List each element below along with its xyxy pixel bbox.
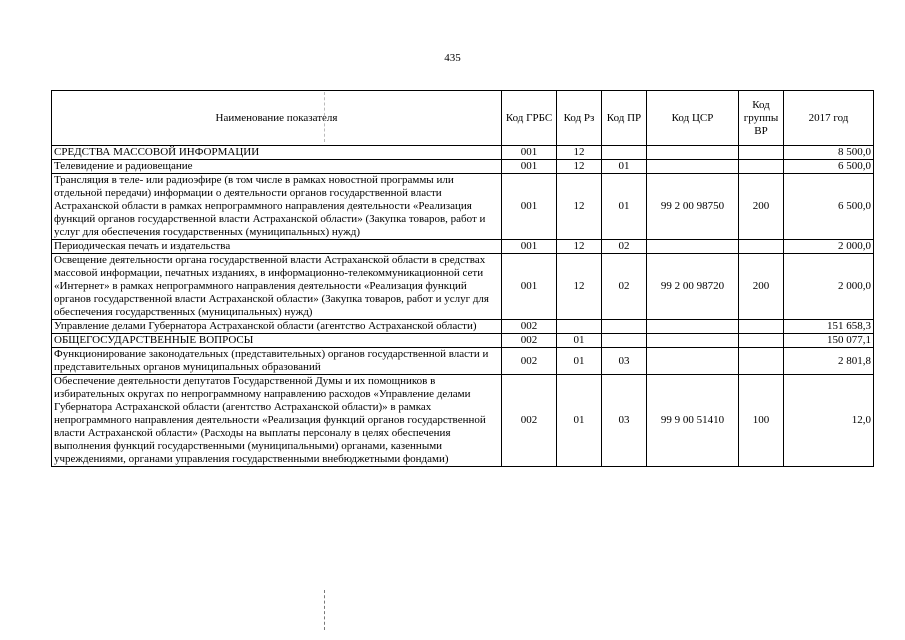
cell-grbs: 001 <box>502 254 557 320</box>
cell-rz: 12 <box>557 174 602 240</box>
cell-vr <box>739 348 784 375</box>
cell-pr <box>602 146 647 160</box>
cell-grbs: 001 <box>502 146 557 160</box>
cell-sum: 2 000,0 <box>784 254 874 320</box>
cell-grbs: 002 <box>502 348 557 375</box>
cell-rz: 12 <box>557 254 602 320</box>
cell-vr <box>739 146 784 160</box>
table-row <box>52 348 874 375</box>
table-header-row <box>52 91 874 146</box>
cell-pr <box>602 320 647 334</box>
cell-grbs: 001 <box>502 240 557 254</box>
table-row <box>52 320 874 334</box>
cell-vr: 100 <box>739 375 784 467</box>
cell-name: Функционирование законодательных (представительных) органов государственной власти и представительных органов муниципальных образований <box>52 348 502 375</box>
fold-mark-top <box>324 92 325 142</box>
cell-name: Управление делами Губернатора Астраханской области (агентство Астраханской области) <box>52 320 502 334</box>
cell-pr: 01 <box>602 160 647 174</box>
header-vr: Код группы ВР <box>739 91 784 146</box>
cell-grbs: 002 <box>502 334 557 348</box>
fold-mark-bottom <box>324 590 325 630</box>
cell-grbs: 002 <box>502 320 557 334</box>
cell-sum: 6 500,0 <box>784 174 874 240</box>
cell-csr <box>647 146 739 160</box>
cell-name: Трансляция в теле- или радиоэфире (в том числе в рамках новостной программы или отдельной передачи) информации о деятельности органов государственной власти Астраханской области в рамках непрограммного направления деятельности «Реализация функций органов государственной власти Астраханской области» (Закупка товаров, работ и услуг для обеспечения государственных (муниципальных) нужд) <box>52 174 502 240</box>
cell-csr: 99 9 00 51410 <box>647 375 739 467</box>
table-row <box>52 254 874 320</box>
cell-rz: 12 <box>557 160 602 174</box>
cell-pr: 02 <box>602 240 647 254</box>
cell-vr: 200 <box>739 174 784 240</box>
cell-csr: 99 2 00 98720 <box>647 254 739 320</box>
cell-rz: 01 <box>557 334 602 348</box>
table-row <box>52 160 874 174</box>
cell-csr <box>647 334 739 348</box>
cell-vr <box>739 240 784 254</box>
cell-rz: 12 <box>557 240 602 254</box>
cell-pr: 03 <box>602 375 647 467</box>
cell-name: Обеспечение деятельности депутатов Государственной Думы и их помощников в избирательных округах по непрограммному направлению расходов «Управление делами Губернатора Астраханской области (агентство Астраханской области)» в рамках непрограммного направления деятельности «Реализация функций органов государственной власти Астраханской области» (Расходы на выплаты персоналу в целях обеспечения выполнения функций государственными (муниципальными) органами, казенными учреждениями, органами управления государственными внебюджетными фондами) <box>52 375 502 467</box>
cell-sum: 6 500,0 <box>784 160 874 174</box>
cell-rz: 01 <box>557 375 602 467</box>
cell-sum: 12,0 <box>784 375 874 467</box>
cell-pr: 01 <box>602 174 647 240</box>
table-row <box>52 174 874 240</box>
cell-name: ОБЩЕГОСУДАРСТВЕННЫЕ ВОПРОСЫ <box>52 334 502 348</box>
cell-pr: 02 <box>602 254 647 320</box>
cell-rz: 01 <box>557 348 602 375</box>
cell-rz: 12 <box>557 146 602 160</box>
cell-csr <box>647 320 739 334</box>
cell-vr <box>739 334 784 348</box>
cell-name: Периодическая печать и издательства <box>52 240 502 254</box>
header-grbs: Код ГРБС <box>502 91 557 146</box>
header-rz: Код Рз <box>557 91 602 146</box>
cell-name: СРЕДСТВА МАССОВОЙ ИНФОРМАЦИИ <box>52 146 502 160</box>
table-row <box>52 375 874 467</box>
header-name: Наименование показателя <box>52 91 502 146</box>
cell-grbs: 001 <box>502 174 557 240</box>
header-csr: Код ЦСР <box>647 91 739 146</box>
cell-sum: 150 077,1 <box>784 334 874 348</box>
table-row <box>52 240 874 254</box>
table-row <box>52 334 874 348</box>
cell-csr: 99 2 00 98750 <box>647 174 739 240</box>
cell-vr <box>739 160 784 174</box>
cell-csr <box>647 348 739 375</box>
cell-sum: 2 801,8 <box>784 348 874 375</box>
cell-csr <box>647 240 739 254</box>
table-body <box>52 146 874 467</box>
cell-rz <box>557 320 602 334</box>
cell-grbs: 002 <box>502 375 557 467</box>
cell-name: Телевидение и радиовещание <box>52 160 502 174</box>
cell-name: Освещение деятельности органа государственной власти Астраханской области в средствах массовой информации, печатных изданиях, в информационно-телекоммуникационной сети «Интернет» в рамках непрограммного направления деятельности «Реализация функций органов государственной власти Астраханской области» (Закупка товаров, работ и услуг для обеспечения государственных (муниципальных) нужд) <box>52 254 502 320</box>
header-year: 2017 год <box>784 91 874 146</box>
header-pr: Код ПР <box>602 91 647 146</box>
cell-sum: 2 000,0 <box>784 240 874 254</box>
cell-vr: 200 <box>739 254 784 320</box>
cell-pr <box>602 334 647 348</box>
cell-sum: 8 500,0 <box>784 146 874 160</box>
table-row <box>52 146 874 160</box>
cell-pr: 03 <box>602 348 647 375</box>
cell-sum: 151 658,3 <box>784 320 874 334</box>
page-number: 435 <box>444 52 461 64</box>
cell-csr <box>647 160 739 174</box>
cell-vr <box>739 320 784 334</box>
budget-table <box>51 90 874 467</box>
cell-grbs: 001 <box>502 160 557 174</box>
